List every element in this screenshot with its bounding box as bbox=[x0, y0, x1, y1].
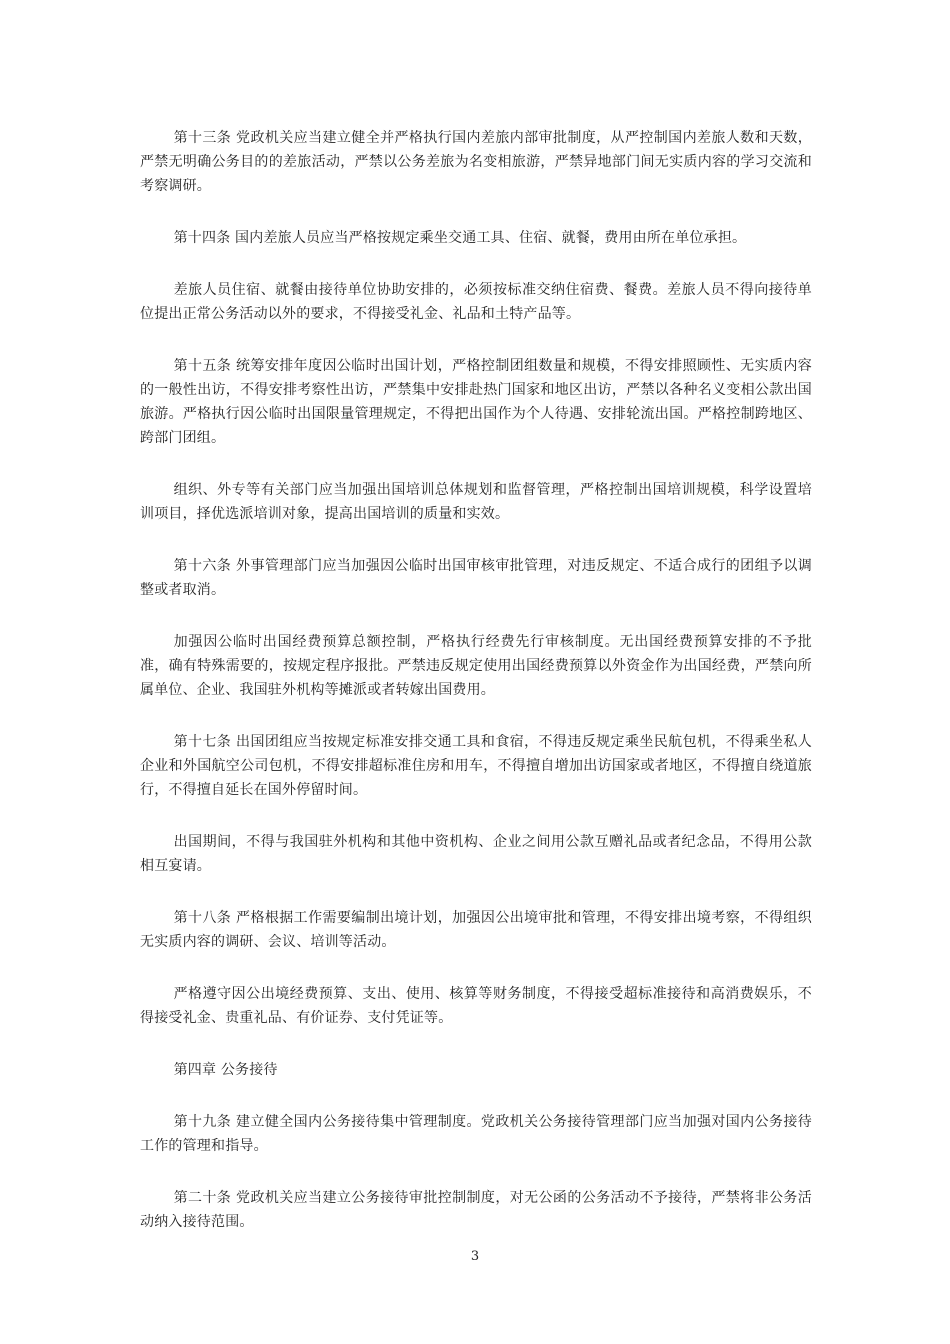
article-16-continuation: 加强因公临时出国经费预算总额控制，严格执行经费先行审核制度。无出国经费预算安排的不予批准，确有特殊需要的，按规定程序报批。严禁违反规定使用出国经费预算以外资金作为出国经费，严禁向所属单位、企业、我国驻外机构等摊派或者转嫁出国费用。 bbox=[140, 634, 812, 698]
article-14-continuation: 差旅人员住宿、就餐由接待单位协助安排的，必须按标准交纳住宿费、餐费。差旅人员不得向接待单位提出正常公务活动以外的要求，不得接受礼金、礼品和土特产品等。 bbox=[140, 282, 812, 322]
article-19-paragraph: 第十九条 建立健全国内公务接待集中管理制度。党政机关公务接待管理部门应当加强对国内公务接待工作的管理和指导。 bbox=[140, 1114, 812, 1154]
article-17-continuation: 出国期间，不得与我国驻外机构和其他中资机构、企业之间用公款互赠礼品或者纪念品，不得用公款相互宴请。 bbox=[140, 834, 812, 874]
article-18-continuation: 严格遵守因公出境经费预算、支出、使用、核算等财务制度，不得接受超标准接待和高消费娱乐，不得接受礼金、贵重礼品、有价证券、支付凭证等。 bbox=[140, 986, 812, 1026]
article-15-paragraph: 第十五条 统筹安排年度因公临时出国计划，严格控制团组数量和规模，不得安排照顾性、无实质内容的一般性出访，不得安排考察性出访，严禁集中安排赴热门国家和地区出访，严禁以各种名义变相公款出国旅游。严格执行因公临时出国限量管理规定，不得把出国作为个人待遇、安排轮流出国。严格控制跨地区、跨部门团组。 bbox=[140, 358, 812, 446]
article-17-paragraph: 第十七条 出国团组应当按规定标准安排交通工具和食宿，不得违反规定乘坐民航包机，不得乘坐私人企业和外国航空公司包机，不得安排超标准住房和用车，不得擅自增加出访国家或者地区，不得擅自绕道旅行，不得擅自延长在国外停留时间。 bbox=[140, 734, 812, 798]
article-16-paragraph: 第十六条 外事管理部门应当加强因公临时出国审核审批管理，对违反规定、不适合成行的团组予以调整或者取消。 bbox=[140, 558, 812, 598]
chapter-heading: 第四章 公务接待 bbox=[173, 1062, 278, 1078]
document-page bbox=[140, 126, 812, 1262]
page-number: 3 bbox=[470, 1249, 480, 1264]
article-18-paragraph: 第十八条 严格根据工作需要编制出境计划，加强因公出境审批和管理，不得安排出境考察，不得组织无实质内容的调研、会议、培训等活动。 bbox=[140, 910, 812, 950]
article-14-paragraph: 第十四条 国内差旅人员应当严格按规定乘坐交通工具、住宿、就餐，费用由所在单位承担。 bbox=[173, 230, 747, 246]
article-20-paragraph: 第二十条 党政机关应当建立公务接待审批控制制度，对无公函的公务活动不予接待，严禁将非公务活动纳入接待范围。 bbox=[140, 1190, 812, 1230]
article-13-paragraph: 第十三条 党政机关应当建立健全并严格执行国内差旅内部审批制度，从严控制国内差旅人数和天数，严禁无明确公务目的的差旅活动，严禁以公务差旅为名变相旅游，严禁异地部门间无实质内容的学习交流和考察调研。 bbox=[140, 130, 812, 194]
article-15-continuation: 组织、外专等有关部门应当加强出国培训总体规划和监督管理，严格控制出国培训规模，科学设置培训项目，择优选派培训对象，提高出国培训的质量和实效。 bbox=[140, 482, 812, 522]
